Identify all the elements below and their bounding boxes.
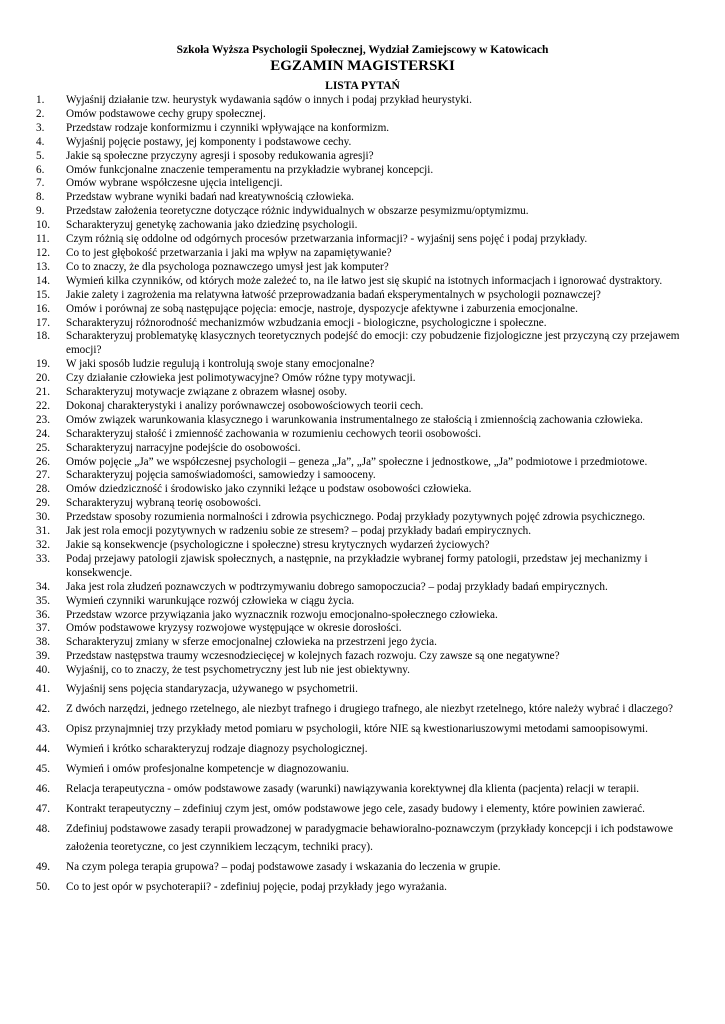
question-text: Przedstaw następstwa traumy wczesnodziecięcej w kolejnych fazach rozwoju. Czy zawsze są one negatywne? [66,650,560,663]
question-number: 31. [36,525,50,538]
question-number: 49. [36,861,50,874]
list-item [0,372,725,386]
list-subtitle: LISTA PYTAŃ [325,80,400,92]
question-text: Jakie są społeczne przyczyny agresji i sposoby redukowania agresji? [66,149,374,162]
question-number: 26. [36,455,50,468]
list-item [0,275,725,289]
question-text: Omów pojęcie „Ja” we współczesnej psychologii – geneza „Ja”, „Ja” społeczne i jednostkowe, „Ja” podmiotowe i przedmiotowe. [66,455,648,468]
question-number: 17. [36,316,50,329]
list-item [0,539,725,553]
question-number: 33. [36,552,50,565]
list-item [0,664,725,678]
question-number: 40. [36,664,50,677]
question-text: Przedstaw wzorce przywiązania jako wyznacznik rozwoju emocjonalno-społecznego człowieka. [66,608,498,621]
question-text: Scharakteryzuj różnorodność mechanizmów wzbudzania emocji - biologiczne, psychologiczne i społeczne. [66,316,547,329]
question-number: 4. [36,135,45,148]
list-item [0,108,725,122]
question-number: 18. [36,330,50,343]
list-item [0,205,725,219]
list-item [0,330,725,358]
question-text: Scharakteryzuj genetykę zachowania jako dziedzinę psychologii. [66,219,358,232]
question-number: 1. [36,94,45,106]
list-item [0,428,725,442]
question-text: Relacja terapeutyczna - omów podstawowe zasady (warunki) nawiązywania korektywnej dla klienta (pacjenta) relacji w terapii. [66,782,640,795]
list-item [0,740,725,759]
list-item [0,386,725,400]
list-item [0,820,725,857]
question-text: Przedstaw wybrane wyniki badań nad kreatywnością człowieka. [66,191,354,204]
question-text: Omów wybrane współczesne ujęcia inteligencji. [66,177,283,190]
question-number: 13. [36,260,50,273]
question-text: Kontrakt terapeutyczny – zdefiniuj czym jest, omów podstawowe jego cele, zasady budowy i elementy, które powinien zawierać. [66,802,645,815]
list-item [0,497,725,511]
question-text: Przedstaw założenia teoretyczne dotyczące różnic indywidualnych w obszarze pesymizmu/optymizmu. [66,205,529,218]
list-item [0,595,725,609]
question-number: 24. [36,427,50,440]
question-text: Scharakteryzuj pojęcia samoświadomości, samowiedzy i samooceny. [66,469,376,482]
question-text: Wymień i krótko scharakteryzuj rodzaje diagnozy psychologicznej. [66,742,368,755]
question-text: Jakie zalety i zagrożenia ma relatywna łatwość przeprowadzania badań eksperymentalnych w psychologii poznawczej? [66,288,601,301]
question-number: 8. [36,191,45,204]
question-number: 35. [36,594,50,607]
question-text: Jak jest rola emocji pozytywnych w radzeniu sobie ze stresem? – podaj przykłady badań empirycznych. [66,525,532,538]
question-text: Wyjaśnij, co to znaczy, że test psychometryczny jest lub nie jest obiektywny. [66,664,410,677]
question-text: Wymień i omów profesjonalne kompetencje w diagnozowaniu. [66,762,349,775]
question-number: 20. [36,372,50,385]
list-item [0,414,725,428]
list-item [0,622,725,636]
list-item [0,358,725,372]
question-text: Wyjaśnij działanie tzw. heurystyk wydawania sądów o innych i podaj przykład heurystyki. [66,94,472,106]
question-text: Scharakteryzuj problematykę klasycznych teoretycznych podejść do emocji: czy pobudzenie fizjologiczne jest przyczyną czy przejawem emocji? [66,330,680,357]
question-text: Wyjaśnij sens pojęcia standaryzacja, używanego w psychometrii. [66,682,358,695]
question-text: Na czym polega terapia grupowa? – podaj podstawowe zasady i wskazania do leczenia w grupie. [66,861,501,874]
question-number: 41. [36,682,50,695]
question-text: Omów podstawowe kryzysy rozwojowe występujące w okresie dorosłości. [66,622,402,635]
question-number: 42. [36,702,50,715]
question-number: 44. [36,742,50,755]
question-number: 43. [36,722,50,735]
list-item [0,511,725,525]
list-item [0,636,725,650]
list-item [0,650,725,664]
list-item [0,219,725,233]
list-item [0,122,725,136]
list-item [0,760,725,779]
question-text: Scharakteryzuj motywacje związane z obrazem własnej osoby. [66,386,348,399]
question-number: 3. [36,121,45,134]
list-item [0,261,725,275]
question-text: Wyjaśnij pojęcie postawy, jej komponenty i podstawowe cechy. [66,135,352,148]
question-text: Czy działanie człowieka jest polimotywacyjne? Omów różne typy motywacji. [66,372,416,385]
list-item [0,553,725,581]
question-text: Omów i porównaj ze sobą następujące pojęcia: emocje, nastroje, dyspozycje afektywne i zaburzenia emocjonalne. [66,302,578,315]
question-list [0,94,725,897]
list-item [0,800,725,819]
list-item [0,289,725,303]
list-item [0,136,725,150]
question-number: 48. [36,822,50,835]
question-number: 11. [36,233,50,246]
question-text: Przedstaw sposoby rozumienia normalności i zdrowia psychicznego. Podaj przykłady pozytywnych pojęć zdrowia psychicznego. [66,511,646,524]
question-text: Wymień kilka czynników, od których może zależeć to, na ile łatwo jest się skupić na istotnych informacjach i ignorować dystraktory. [66,274,663,287]
list-item [0,164,725,178]
list-item [0,400,725,414]
question-number: 37. [36,622,50,635]
list-item [0,247,725,261]
list-item [0,878,725,897]
question-number: 47. [36,802,50,815]
question-number: 16. [36,302,50,315]
question-text: Z dwóch narzędzi, jednego rzetelnego, ale niezbyt trafnego i drugiego trafnego, ale niezbyt rzetelnego, które należy wybrać i dlaczego? [66,702,673,715]
list-item [0,150,725,164]
question-number: 25. [36,441,50,454]
question-number: 30. [36,511,50,524]
list-item [0,317,725,331]
list-item [0,720,725,739]
question-text: Omów funkcjonalne znaczenie temperamentu na przykładzie wybranej koncepcji. [66,163,434,176]
list-item [0,780,725,799]
list-item [0,609,725,623]
question-text: Omów związek warunkowania klasycznego i warunkowania instrumentalnego ze stałością i zmiennością zachowania człowieka. [66,413,643,426]
institution-header: Szkoła Wyższa Psychologii Społecznej, Wydział Zamiejscowy w Katowicach [176,44,549,56]
question-text: W jaki sposób ludzie regulują i kontrolują swoje stany emocjonalne? [66,358,375,371]
question-number: 29. [36,497,50,510]
question-text: Scharakteryzuj narracyjne podejście do osobowości. [66,441,301,454]
exam-title: EGZAMIN MAGISTERSKI [270,58,455,74]
question-number: 12. [36,246,50,259]
question-text: Omów dziedziczność i środowisko jako czynniki leżące u podstaw osobowości człowieka. [66,483,472,496]
question-text: Co to jest głębokość przetwarzania i jaki ma wpływ na zapamiętywanie? [66,246,392,259]
question-number: 7. [36,177,45,190]
list-item [0,94,725,108]
list-item [0,680,725,699]
question-text: Przedstaw rodzaje konformizmu i czynniki wpływające na konformizm. [66,121,390,134]
list-item [0,525,725,539]
question-number: 32. [36,539,50,551]
question-text: Dokonaj charakterystyki i analizy porównawczej osobowościowych teorii cech. [66,399,424,412]
question-number: 23. [36,413,50,426]
list-item [0,191,725,205]
question-text: Scharakteryzuj stałość i zmienność zachowania w rozumieniu cechowych teorii osobowości. [66,427,482,440]
question-text: Scharakteryzuj zmiany w sferze emocjonalnej człowieka na przestrzeni jego życia. [66,636,437,649]
question-number: 45. [36,762,50,775]
question-text: Czym różnią się oddolne od odgórnych procesów przetwarzania informacji? - wyjaśnij sens pojęć i podaj przykłady. [66,233,588,246]
question-text: Opisz przynajmniej trzy przykłady metod pomiaru w psychologii, które NIE są kwestionariuszowymi metodami samoopisowymi. [66,722,648,735]
question-number: 36. [36,608,50,621]
question-number: 27. [36,469,50,482]
question-number: 28. [36,483,50,496]
question-number: 10. [36,219,50,232]
question-number: 22. [36,399,50,412]
question-text: Wymień czynniki warunkujące rozwój człowieka w ciągu życia. [66,594,355,607]
question-number: 19. [36,358,50,371]
question-text: Podaj przejawy patologii zjawisk społecznych, a następnie, na przykładzie wybranej formy patologii, przedstaw jej mechanizmy i konsekwencje. [66,552,648,579]
list-item [0,858,725,877]
question-number: 38. [36,636,50,649]
question-text: Zdefiniuj podstawowe zasady terapii prowadzonej w paradygmacie behawioralno-poznawczym (przykłady koncepcji i ich podstawowe założenia teoretyczne, co jest czynnikiem leczącym, techniki pracy). [66,822,674,854]
list-item [0,177,725,191]
question-number: 2. [36,107,45,120]
list-item [0,700,725,719]
question-number: 14. [36,274,50,287]
question-number: 39. [36,650,50,663]
question-number: 46. [36,782,50,795]
question-text: Co to znaczy, że dla psychologa poznawczego umysł jest jak komputer? [66,260,389,273]
question-number: 5. [36,149,45,162]
question-text: Co to jest opór w psychoterapii? - zdefiniuj pojęcie, podaj przykłady jego wyrażania. [66,881,447,894]
question-number: 21. [36,386,50,399]
question-text: Jakie są konsekwencje (psychologiczne i społeczne) stresu krytycznych wydarzeń życiowych? [66,539,490,551]
question-number: 6. [36,163,45,176]
question-number: 15. [36,288,50,301]
question-number: 34. [36,580,50,593]
question-text: Scharakteryzuj wybraną teorię osobowości. [66,497,262,510]
question-text: Omów podstawowe cechy grupy społecznej. [66,107,266,120]
list-item [0,233,725,247]
list-item [0,456,725,470]
question-text: Jaka jest rola złudzeń poznawczych w podtrzymywaniu dobrego samopoczucia? – podaj przykłady badań empirycznych. [66,580,608,593]
list-item [0,469,725,483]
list-item [0,581,725,595]
list-item [0,303,725,317]
list-item [0,483,725,497]
list-item [0,442,725,456]
question-number: 50. [36,881,50,894]
question-number: 9. [36,205,45,218]
